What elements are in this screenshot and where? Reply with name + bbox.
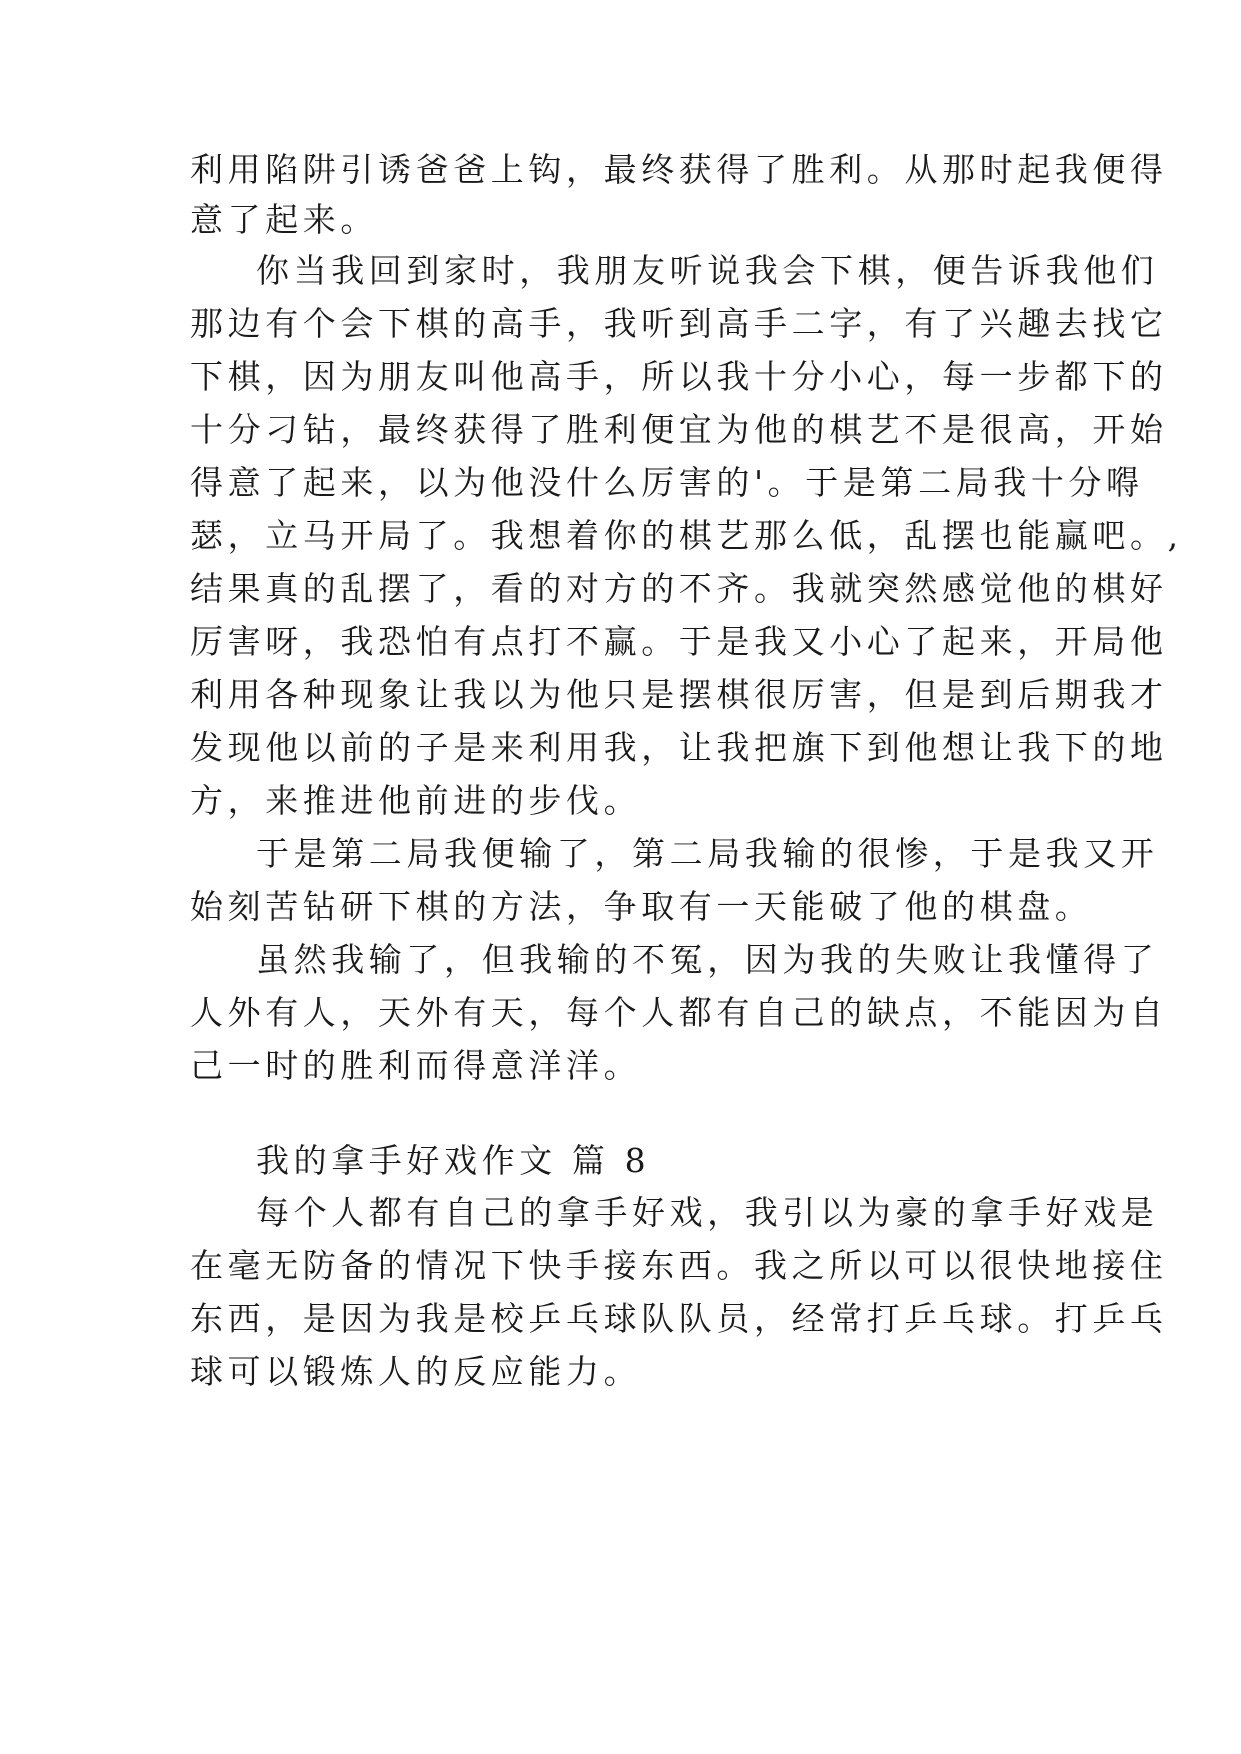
text-line: 结果真的乱摆了，看的对方的不齐。我就突然感觉他的棋好 [190,569,1168,608]
section-heading: 我的拿手好戏作文 篇 8 [256,1141,651,1180]
text-line: 十分刁钻，最终获得了胜利便宜为他的棋艺不是很高，开始 [190,410,1168,449]
text-line: 那边有个会下棋的高手，我听到高手二字，有了兴趣去找它 [190,304,1168,343]
text-line: 厉害呀，我恐怕有点打不赢。于是我又小心了起来，开局他 [190,622,1168,661]
paragraph-first-line: 你当我回到家时，我朋友听说我会下棋，便告诉我他们 [256,251,1159,290]
text-line: 在毫无防备的情况下快手接东西。我之所以可以很快地接住 [190,1246,1168,1285]
text-line: 始刻苦钻研下棋的方法，争取有一天能破了他的棋盘。 [190,887,1093,926]
text-line: 下棋，因为朋友叫他高手，所以我十分小心，每一步都下的 [190,357,1168,396]
paragraph-first-line: 每个人都有自己的拿手好戏，我引以为豪的拿手好戏是 [256,1193,1159,1232]
text-line: 东西，是因为我是校乒乓球队队员，经常打乒乓球。打乒乓 [190,1299,1168,1338]
text-line: 瑟，立马开局了。我想着你的棋艺那么低，乱摆也能赢吧。, [190,516,1183,555]
text-line: 方，来推进他前进的步伐。 [190,781,642,820]
text-line: 利用陷阱引诱爸爸上钩，最终获得了胜利。从那时起我便得 [190,150,1168,189]
text-line: 发现他以前的子是来利用我，让我把旗下到他想让我下的地 [190,728,1168,767]
text-line: 得意了起来，以为他没什么厉害的'。于是第二局我十分嘚 [190,463,1144,502]
paragraph-first-line: 于是第二局我便输了，第二局我输的很惨，于是我又开 [256,834,1159,873]
text-line: 意了起来。 [190,200,378,239]
text-line: 球可以锻炼人的反应能力。 [190,1352,642,1391]
text-line: 利用各种现象让我以为他只是摆棋很厉害，但是到后期我才 [190,675,1168,714]
paragraph-first-line: 虽然我输了，但我输的不冤，因为我的失败让我懂得了 [256,940,1159,979]
text-line: 己一时的胜利而得意洋洋。 [190,1046,642,1085]
text-line: 人外有人，天外有天，每个人都有自己的缺点，不能因为自 [190,993,1168,1032]
